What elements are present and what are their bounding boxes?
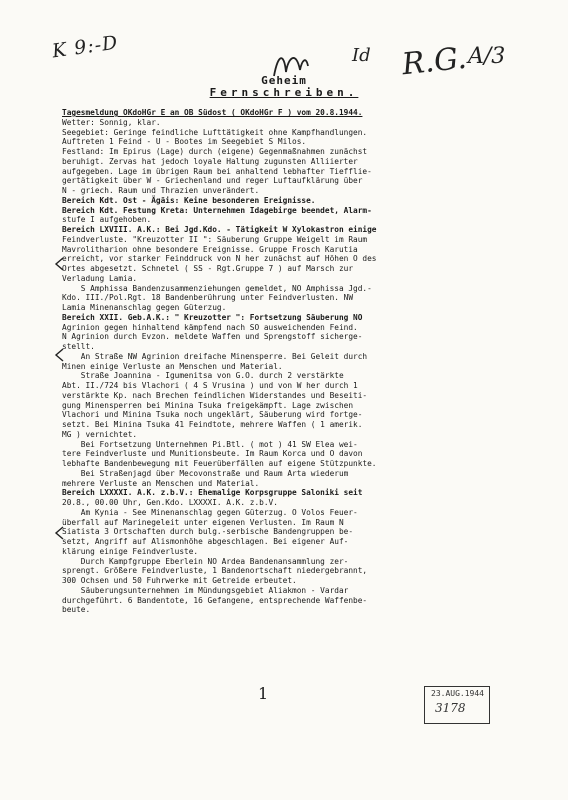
body-line: setzt. Bei Minina Tsuka 41 Feindtote, mehrere Waffen ( 1 amerik. [62,420,363,429]
body-line: durchgeführt. 6 Bandentote, 16 Gefangene, entsprechende Waffenbe- [62,595,368,605]
document-title: Fernschreiben. [209,86,359,99]
body-line: Bei Straßenjagd über Mecovonstraße und Raum Arta wiederum [62,468,349,478]
weather-line: Wetter: Sonnig, klar. [62,117,161,127]
body-line: S Amphissa Bandenzusammenziehungen gemeldet, NO Amphissa Jgd.- [62,283,372,293]
section-lxxxxi-corps: Bereich LXXXXI. A.K. z.b.V.: Ehemalige Korpsgruppe Saloniki seit [62,488,363,498]
body-line: stellt. [62,342,95,351]
body-line: beruhigt. Zervas hat jedoch loyale Haltung zugunsten Alliierter [62,156,358,166]
margin-bracket-mark [54,348,64,362]
body-line: gung Minensperren bei Minina Tsuka freigekämpft. Lage zwischen [62,400,354,410]
stamp-number: 3178 [435,701,466,715]
handwritten-mark-a3: A/3 [468,44,506,69]
body-line: lebhafte Bandenbewegung mit Feuerüberfällen auf eigene Stützpunkte. [62,459,377,468]
section-lxviii-corps: Bereich LXVIII. A.K.: Bei Jgd.Kdo. - Tätigkeit W Xylokastron einige [62,225,377,234]
body-line: Straße Joannina - Igumenitsa von G.O. durch 2 verstärkte [62,371,344,381]
body-line: Abt. II./724 bis Vlachori ( 4 S Vrusina ) und von W her durch 1 [62,381,358,390]
body-line: mehrere Verluste an Menschen und Material. [62,478,260,488]
sea-area-line: Seegebiet: Geringe feindliche Lufttätigkeit ohne Kampfhandlungen. [62,127,368,137]
page-number: 1 [258,684,269,703]
body-line: beute. [62,605,91,615]
body-line: MG ) vernichtet. [62,429,138,439]
handwritten-reference-left: K 9:-D [50,31,120,63]
body-line: erreicht, vor starker Feinddruck von N her zunächst auf Höhen O des [62,254,377,264]
body-line: Agrinion gegen hinhaltend kämpfend nach SO ausweichenden Feind. [62,322,358,332]
body-line: verstärkte Kp. nach Brechen feindlichen Widerstandes und Beseiti- [62,390,368,400]
body-line: tere Feindverluste und Munitionsbeute. Im Raum Korca und O davon [62,449,363,459]
receipt-stamp [424,686,490,724]
telex-body [62,108,462,615]
body-line: N - griech. Raum und Thrazien unverändert. [62,186,260,195]
body-line: Säuberungsunternehmen im Mündungsgebiet Aliakmon - Vardar [62,585,349,595]
mainland-line: Festland: Im Epirus (Lage) durch (eigene) Gegenmaßnahmen zunächst [62,147,368,156]
body-line: Kdo. III./Pol.Rgt. 18 Bandenberührung unter Feindverlusten. NW [62,293,354,303]
body-line: Mavrolitharion ohne besondere Ereignisse. Gruppe Frosch Karutia [62,244,358,254]
body-line: stufe I aufgehoben. [62,215,152,225]
body-line: sprengt. Größere Feindverluste, 1 Bandenortschaft niedergebrannt, [62,566,368,576]
body-line: An Straße NW Agrinion dreifache Minensperre. Bei Geleit durch [62,351,368,361]
body-line: klärung einige Feindverluste. [62,546,199,556]
margin-bracket-mark [54,257,64,271]
body-line: N Agrinion durch Evzon. meldete Waffen und Sprengstoff sicherge- [62,332,363,342]
section-xxii-mountain-corps: Bereich XXII. Geb.A.K.: " Kreuzotter ": Fortsetzung Säuberung NO [62,312,363,322]
body-line: Vlachori und Minina Tsuka noch ungeklärt, Säuberung wird fortge- [62,410,363,420]
body-line: Minen einige Verluste an Menschen und Material. [62,361,283,371]
body-line: Lamia Minenanschlag gegen Güterzug. [62,303,227,312]
body-line: Feindverluste. "Kreuzotter II ": Säuberung Gruppe Weigelt im Raum [62,234,368,244]
report-title-line: Tagesmeldung OKdoHGr E an OB Südost ( OKdoHGr F ) vom 20.8.1944. [62,108,363,117]
margin-bracket-mark [54,526,64,540]
stamp-date: 23.AUG.1944 [431,689,484,698]
body-line: aufgegeben. Lage im übrigen Raum bei anhaltend lebhafter Tiefflie- [62,166,372,176]
handwritten-mark-id: Id [352,45,371,66]
body-line: Durch Kampfgruppe Eberlein NO Ardea Bandenansammlung zer- [62,556,349,566]
body-line: gertätigkeit über W - Griechenland und reger Luftaufklärung über [62,176,363,186]
body-line: Am Kynia - See Minenanschlag gegen Güterzug. O Volos Feuer- [62,507,358,517]
body-line: Verladung Lamia. [62,273,138,283]
body-line: 20.8., 00.00 Uhr, Gen.Kdo. LXXXXI. A.K. z.b.V. [62,498,278,507]
handwritten-mark-rg: R.G. [400,40,469,83]
body-line: Auftreten 1 Feind - U - Bootes im Seegebiet S Milos. [62,137,307,147]
body-line: 300 Ochsen und 50 Fuhrwerke mit Getreide erbeutet. [62,576,297,585]
section-east-aegean: Bereich Kdt. Ost - Ägäis: Keine besonderen Ereignisse. [62,195,316,205]
body-line: Bei Fortsetzung Unternehmen Pi.Btl. ( mot ) 41 SW Elea wei- [62,439,358,449]
classification-heading: Geheim [261,74,307,87]
body-line: Siatista 3 Ortschaften durch bulg.-serbische Bandengruppen be- [62,527,354,537]
body-line: Ortes abgesetzt. Schnetel ( SS - Rgt.Gruppe 7 ) auf Marsch zur [62,264,354,273]
body-line: überfall auf Marinegeleit unter eigenen Verlusten. Im Raum N [62,517,344,527]
body-line: setzt, Angriff auf Alismonhöhe abgeschlagen. Bei eigener Auf- [62,537,349,546]
section-crete: Bereich Kdt. Festung Kreta: Unternehmen Idagebirge beendet, Alarm- [62,205,372,215]
